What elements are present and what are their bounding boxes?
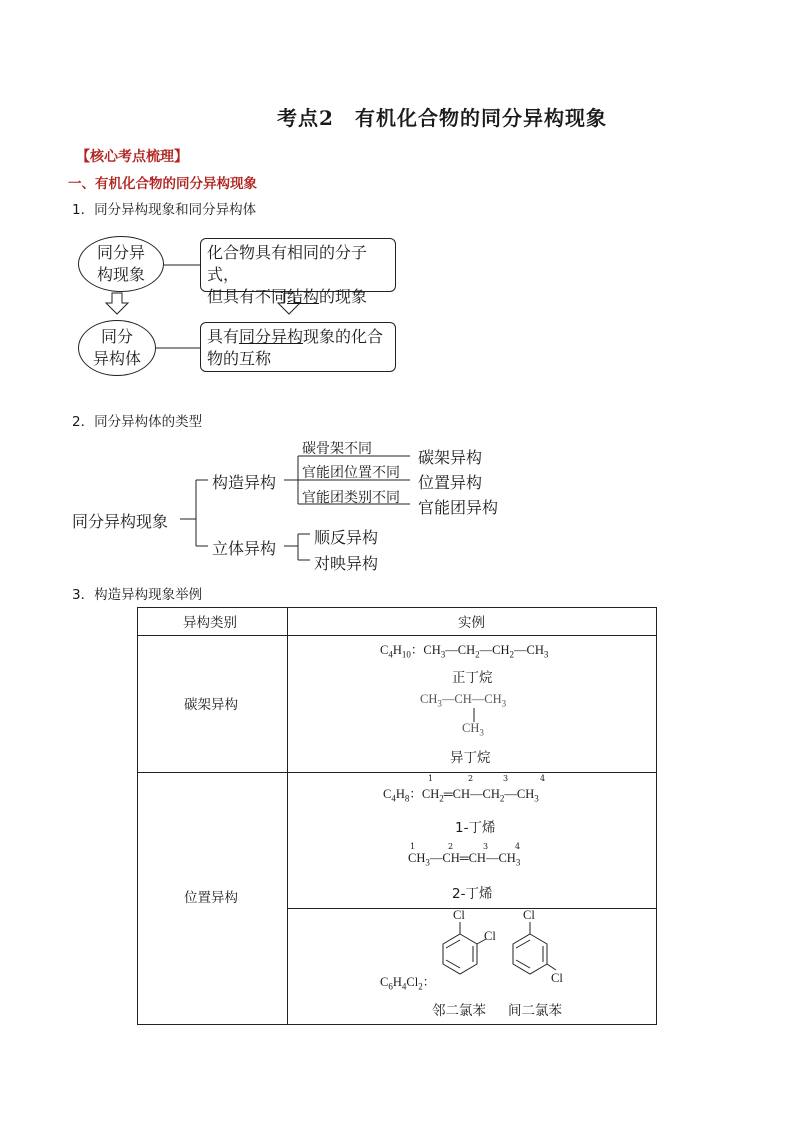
box1-line1: 化合物具有相同的分子式， [207, 243, 368, 284]
ortho-cl-top: Cl [453, 908, 465, 922]
result-functional-isomerism: 官能团异构 [418, 498, 499, 517]
table-header-example: 实例 [458, 615, 485, 631]
oval1-line1: 同分异 [96, 243, 145, 262]
butene-1-chain: $CH_2═CH—CH_2—CH_3$ [421, 787, 539, 804]
2-butene-chain: $CH_3—CH═CH—CH_3$ [408, 851, 521, 868]
oval2-line2: 异构体 [92, 349, 141, 368]
locant-2b: 2 [448, 842, 454, 851]
butene-molecular-formula: $C_4H_8$： [383, 787, 422, 804]
result-chain-isomerism: 碳架异构 [418, 448, 483, 467]
2-butene-name: 2-丁烯 [452, 886, 493, 902]
enantiomerism: 对映异构 [314, 554, 379, 573]
oval1-line2: 构现象 [96, 265, 145, 284]
locant-4b: 4 [515, 842, 521, 851]
meta-dichlorobenzene-name: 间二氯苯 [508, 1003, 562, 1019]
isobutane-name: 异丁烷 [450, 750, 491, 766]
tree-root: 同分异构现象 [72, 512, 169, 531]
box1-line2a: 但具有不同 [207, 287, 288, 306]
locant-3b: 3 [483, 842, 489, 851]
meta-dichlorobenzene-ring [513, 922, 556, 974]
tree-stereo: 立体异构 [212, 539, 277, 558]
box2-keyword: 同分异构 [239, 327, 304, 346]
row-chain-isomerism-label: 碳架异构 [184, 697, 238, 713]
subsection-title: 一、有机化合物的同分异构现象 [68, 176, 257, 192]
meta-cl-side: Cl [551, 971, 563, 985]
isobutane-branch: $CH_3$ [462, 721, 484, 738]
ortho-cl-side: Cl [484, 929, 496, 943]
tree-constitutional: 构造异构 [212, 473, 277, 492]
locant-1a: 1 [428, 774, 434, 783]
1-butene-name: 1-丁烯 [455, 820, 496, 836]
ortho-dichlorobenzene-ring [443, 922, 486, 974]
item1-heading: 1．同分异构现象和同分异构体 [72, 202, 257, 218]
isobutane-main-chain: $CH_3—CH—CH_3$ [420, 692, 507, 709]
butane-chain: $CH_3—CH_2—CH_2—CH_3$ [423, 643, 549, 660]
oval2-line1: 同分 [100, 327, 133, 346]
locant-1b: 1 [410, 842, 416, 851]
cis-trans-isomerism: 顺反异构 [314, 528, 379, 547]
ortho-dichlorobenzene-name: 邻二氯苯 [432, 1003, 486, 1019]
result-position-isomerism: 位置异构 [418, 473, 483, 492]
box1-keyword: 结构 [287, 287, 320, 306]
dichlorobenzene-formula: $C_6H_4Cl_2$： [380, 975, 436, 992]
locant-2a: 2 [468, 774, 474, 783]
cause-group-position: 官能团位置不同 [302, 465, 400, 481]
row-position-isomerism-label: 位置异构 [184, 890, 238, 906]
butene-formula [383, 784, 539, 804]
section-header: 【核心考点梳理】 [76, 149, 188, 165]
cause-group-class: 官能团类别不同 [302, 490, 400, 506]
locant-3a: 3 [503, 774, 509, 783]
meta-cl-top: Cl [523, 908, 535, 922]
box2-line1a: 具有 [207, 327, 240, 346]
item3-heading: 3．构造异构现象举例 [72, 587, 203, 603]
box2-line2: 物的互称 [207, 349, 272, 368]
item2-heading: 2．同分异构体的类型 [72, 414, 203, 430]
table-header-type: 异构类别 [183, 615, 237, 631]
page-title: 考点2 有机化合物的同分异构现象 [277, 106, 607, 130]
n-butane-name: 正丁烷 [452, 670, 493, 686]
cause-carbon-skeleton: 碳骨架不同 [302, 441, 372, 457]
box1-line2b: 的现象 [319, 287, 368, 306]
butane-molecular-formula: $C_4H_{10}$： [380, 643, 424, 660]
locant-4a: 4 [540, 774, 546, 783]
box2-line1b: 现象的化合 [303, 327, 384, 346]
butane-formula [380, 640, 548, 660]
